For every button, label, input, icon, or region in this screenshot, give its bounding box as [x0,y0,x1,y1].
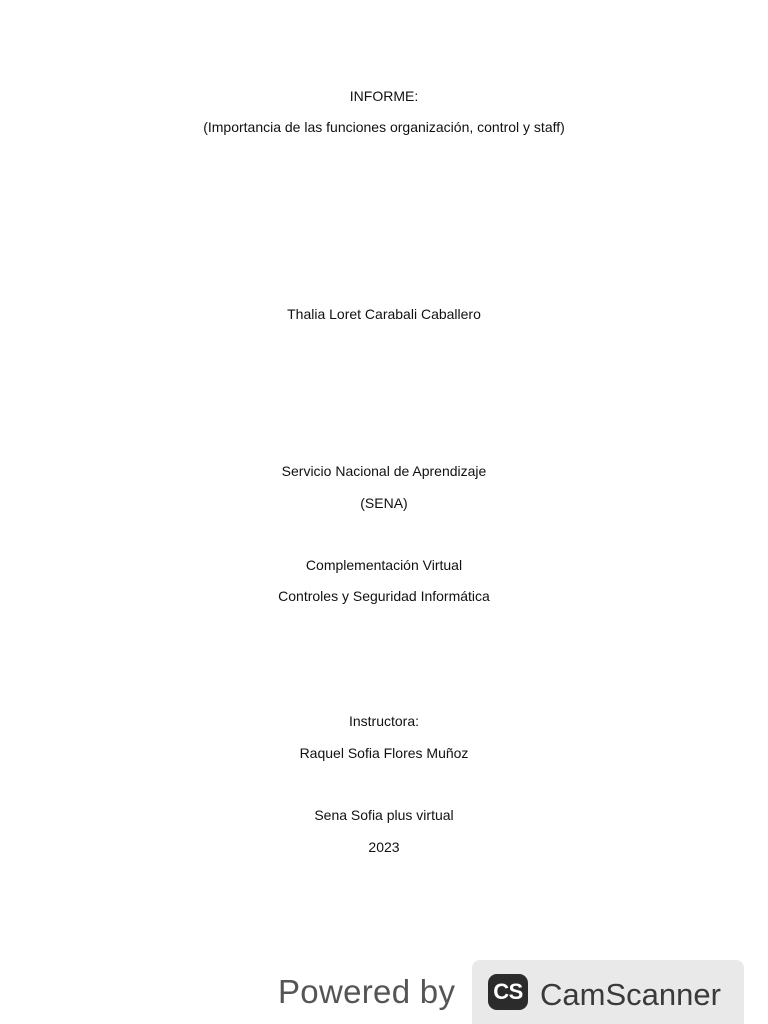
instructor-label: Instructora: [348,713,420,729]
institution-name: Servicio Nacional de Aprendizaje [281,463,487,479]
report-subject: (Importancia de las funciones organización, control y staff) [203,119,565,135]
instructor-name: Raquel Sofia Flores Muñoz [299,745,469,761]
camscanner-badge [472,960,744,1024]
institution-acronym: (SENA) [360,495,408,511]
camscanner-watermark [278,958,748,1024]
program-name: Complementación Virtual [305,557,463,573]
camscanner-brand-name: CamScanner [540,977,721,1012]
report-label: INFORME: [349,88,419,104]
course-name: Controles y Seguridad Informática [278,588,490,604]
year: 2023 [368,839,400,855]
camscanner-logo-icon: CS [488,974,528,1010]
author-name: Thalia Loret Carabali Caballero [287,306,481,322]
platform-name: Sena Sofia plus virtual [314,807,454,823]
powered-by-text: Powered by [278,973,456,1010]
